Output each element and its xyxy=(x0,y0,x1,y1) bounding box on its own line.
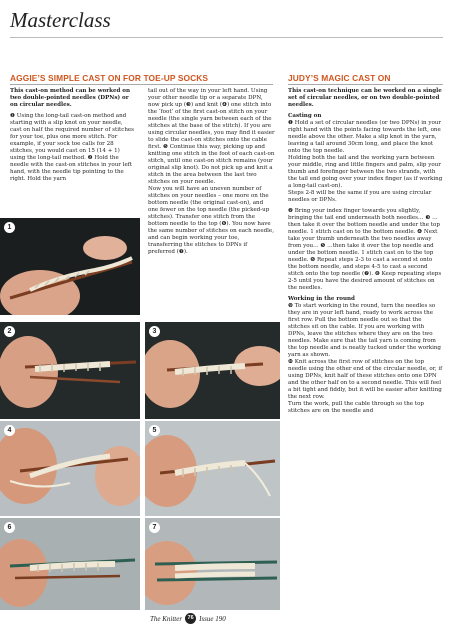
step-badge: 5 xyxy=(149,425,160,436)
photo-step-2 xyxy=(0,322,140,419)
step-badge: 1 xyxy=(4,222,15,233)
page-number: 76 xyxy=(185,613,196,624)
casting-on-hold-yarn: Holding both the tail and the working yarn between your middle, ring and little fingers and palm, slip your thumb and forefinger between the two strands, with the tail end going over your index finger (as if working a long-tail cast-on). xyxy=(288,155,443,189)
left-title-rule xyxy=(10,84,273,85)
working-round-heading: Working in the round xyxy=(288,296,355,302)
left-steps-3-5: tail out of the way in your left hand. Using your other needle tip or a separate DPN, now pick up (❸) and knit (❹) one stitch into the ‘foot’ of the first cast-on stitch on your needle (the single yarn between each of the stitches at the base of the stitch). If you are using circular needles, you may find it easier to slide the cast-on stitches onto the cable first. ❺ Continue this way, picking up and knitting one stitch in the foot of each cast-on stitch, until one cast-on stitch remains (your original slip knot). Do not pick up and knit a stitch in the area between the last two stitches on your needle. xyxy=(148,88,275,185)
page-header: Masterclass xyxy=(10,8,111,32)
header-rule xyxy=(10,37,443,38)
casting-on-note: Steps 2-8 will be the same if you are using circular needles or DPNs. xyxy=(288,190,432,203)
photo-step-4 xyxy=(0,421,140,516)
step-badge: 3 xyxy=(149,326,160,337)
photo-step-5 xyxy=(145,421,280,516)
knitting-hands-illustration xyxy=(145,518,280,610)
left-column-1 xyxy=(10,88,135,187)
right-column xyxy=(288,88,443,419)
knitting-hands-illustration xyxy=(145,421,280,516)
issue-number: Issue 190 xyxy=(199,614,226,623)
knitting-hands-illustration xyxy=(145,322,280,419)
casting-on-heading: Casting on xyxy=(288,113,322,119)
left-steps-1-2: ❶ Using the long-tail cast-on method and starting with a slip knot on your needle, cast on half the required number of stitches for your toe, plus one more stitch. For example, if your sock toe calls for 28 stitches, you would cast on 15 (14 + 1) using the long-tail method. ❷ Hold the needle with the cast-on stitches in your left hand, with the needle tip pointing to the right. Hold the yarn xyxy=(10,113,135,182)
right-section-title: JUDY’S MAGIC CAST ON xyxy=(288,73,391,83)
magazine-name: The Knitter xyxy=(150,614,183,623)
photo-step-6 xyxy=(0,518,140,610)
working-round-step-9: ❾ To start working in the round, turn the needles so they are in your left hand, ready to work across the first row. Pull the bottom needle out so that the stitches sit on the cable. If you are working with DPNs, leave the stitches where they are on the two needles. Make sure that the tail yarn is coming from the top needle and is neatly tucked under the working yarn as shown. xyxy=(288,303,441,358)
step-badge: 2 xyxy=(4,326,15,337)
knitting-hands-illustration xyxy=(0,421,140,516)
working-round-turn: Turn the work, pull the cable through so the top stitches are on the needle and xyxy=(288,401,424,414)
casting-on-steps-2-8: ❷ Bring your index finger towards you slightly, bringing the tail end underneath both needles… ❸ …then take it over the bottom needle and under the top needle. 1 stitch cast on to the bottom needle. ❹ Next take your thumb underneath the two needles away from you… ❺ …then take it over the top needle and under the bottom needle. 1 stitch cast on to the top needle. ❻ Repeat steps 2-3 to cast a second st onto the bottom needle, and steps 4-5 to cast a second stitch onto the top needle (❼). ❽ Keep repeating steps 2-5 until you have the desired amount of stitches on the needles. xyxy=(288,208,442,291)
page-footer xyxy=(150,613,226,624)
left-column-2 xyxy=(148,88,275,260)
photo-step-1 xyxy=(0,218,140,315)
step-badge: 6 xyxy=(4,522,15,533)
left-intro: This cast-on method can be worked on two double-pointed needles (DPNs) or on circular needles. xyxy=(10,88,131,108)
right-intro: This cast-on technique can be worked on a single set of circular needles, or on two double-pointed needles. xyxy=(288,88,442,108)
working-round-step-10: ❿ Knit across the first row of stitches on the top needle using the other end of the circular needle, or, if using DPNs, knit half of these stitches onto one DPN and the other half on to a second needle. This will feel a bit tight and fiddly, but it will be easier after knitting the next row. xyxy=(288,359,443,400)
casting-on-step-1: ❶ Hold a set of circular needles (or two DPNs) in your right hand with the points facing towards the left, one needle above the other. Make a slip knot in the yarn, leaving a tail around 30cm long, and place the knot onto the top needle. xyxy=(288,120,442,154)
knitting-hands-illustration xyxy=(0,518,140,610)
left-steps-6-7: Now you will have an uneven number of stitches on your needles – one more on the bottom needle (the original cast-on), and one fewer on the top needle (the picked-up stitches). Transfer one stitch from the bottom needle to the top (❻). You now have the same number of stitches on each needle, and can begin working your toe, transferring the stitches to DPNs if preferred (❼). xyxy=(148,186,274,255)
knitting-hands-illustration xyxy=(0,218,140,315)
photo-step-7 xyxy=(145,518,280,610)
step-badge: 4 xyxy=(4,425,15,436)
photo-step-3 xyxy=(145,322,280,419)
knitting-hands-illustration xyxy=(0,322,140,419)
right-title-rule xyxy=(288,84,443,85)
left-section-title: AGGIE’S SIMPLE CAST ON FOR TOE-UP SOCKS xyxy=(10,73,209,83)
step-badge: 7 xyxy=(149,522,160,533)
